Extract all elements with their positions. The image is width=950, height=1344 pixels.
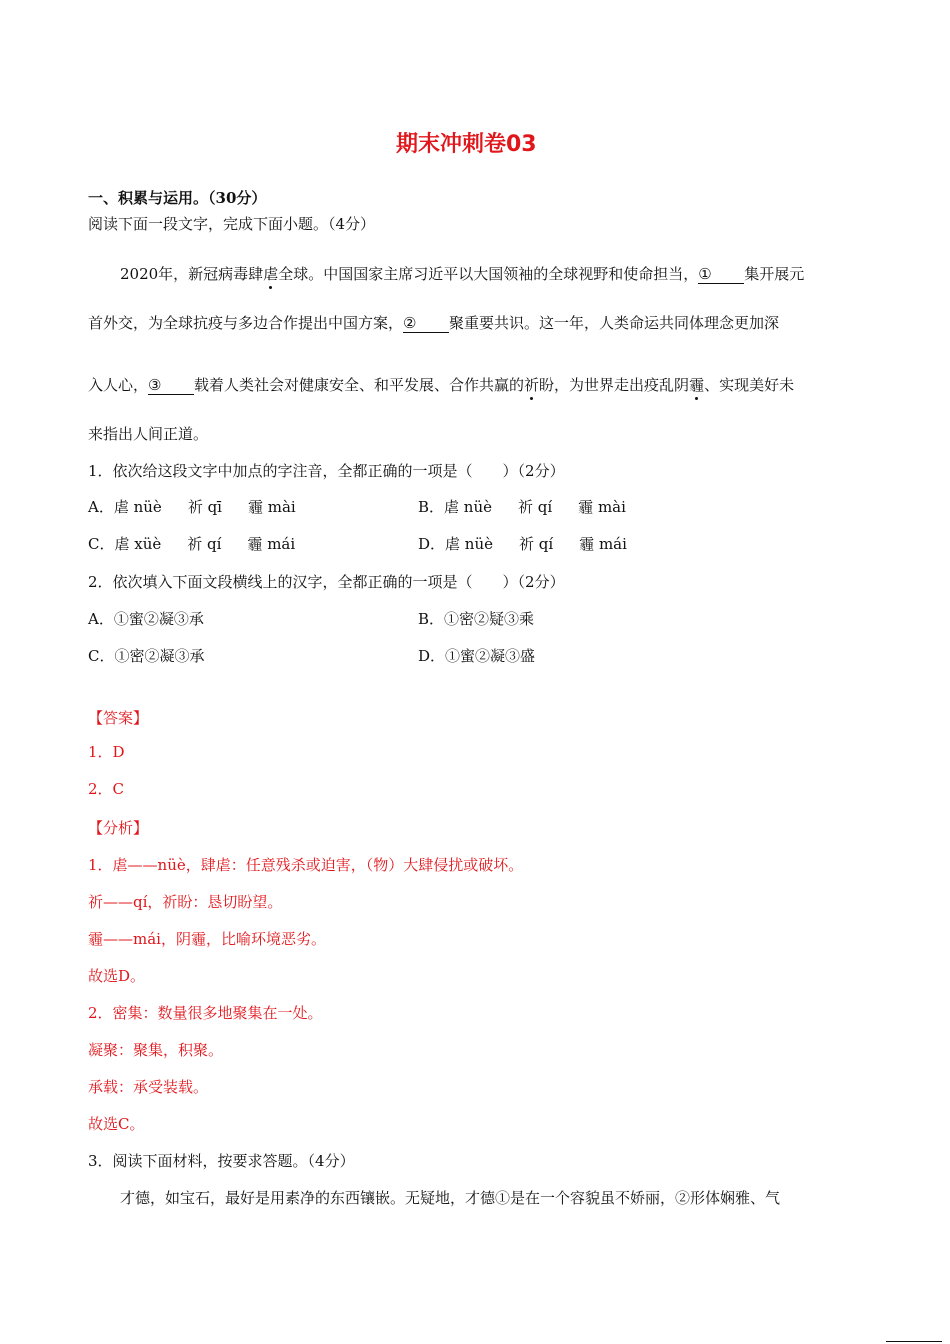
passage-line-3: 入人心，③ 载着人类社会对健康安全、和平发展、合作共赢的祈盼，为世界走出疫乱阴霾、实现美好未 [88,376,795,394]
passage-line-4: 来指出人间正道。 [88,425,209,443]
question-2-option-c: C．①密②凝③承 [88,647,205,665]
question-1-option-b: B．虐 nüè 祈 qí 霾 mài [418,498,626,516]
analysis-line: 祈——qí，祈盼：恳切盼望。 [88,893,283,911]
question-1-option-d: D．虐 nüè 祈 qí 霾 mái [418,535,627,553]
question-2-option-a: A．①蜜②凝③承 [88,610,204,628]
analysis-line: 承载：承受装载。 [88,1078,209,1096]
dotted-char: 霾 [689,376,705,394]
dotted-char: 祈 [524,376,540,394]
analysis-line: 1．虐——nüè，肆虐：任意残杀或迫害，（物）大肆侵扰或破坏。 [88,856,524,874]
question-2-option-d: D．①蜜②凝③盛 [418,647,536,665]
answer-heading: 【答案】 [88,709,149,727]
question-1-option-c: C．虐 xüè 祈 qí 霾 mái [88,535,296,553]
analysis-line: 故选D。 [88,967,146,985]
passage-line-2: 首外交，为全球抗疫与多边合作提出中国方案，② 聚重要共识。这一年，人类命运共同体理念更加深 [88,314,780,332]
question-1-option-a: A．虐 nüè 祈 qī 霾 mài [88,498,296,516]
question-2-option-b: B．①密②疑③乘 [418,610,535,628]
page-corner-rule [886,1341,942,1342]
answer-1: 1．D [88,743,125,761]
question-3-stem: 3．阅读下面材料，按要求答题。（4分） [88,1152,355,1170]
blank-1: ① [698,265,744,284]
analysis-line: 霾——mái，阴霾，比喻环境恶劣。 [88,930,326,948]
blank-3: ③ [148,376,194,395]
section-heading: 一、积累与运用。（30分） [88,189,267,207]
passage-line-1: 2020年，新冠病毒肆虐全球。中国国家主席习近平以大国领袖的全球视野和使命担当，① 集开展元 [120,265,805,283]
analysis-line: 故选C。 [88,1115,145,1133]
analysis-line: 2．密集：数量很多地聚集在一处。 [88,1004,323,1022]
dotted-char: 虐 [263,265,279,283]
blank-2: ② [403,314,449,333]
answer-2: 2．C [88,780,125,798]
page-title: 期末冲刺卷03 [396,132,537,157]
reading-instruction: 阅读下面一段文字，完成下面小题。（4分） [88,215,376,233]
question-3-text: 才德，如宝石，最好是用素净的东西镶嵌。无疑地，才德①是在一个容貌虽不娇丽，②形体娴雅、气 [120,1189,781,1207]
analysis-heading: 【分析】 [88,819,149,837]
analysis-line: 凝聚：聚集，积聚。 [88,1041,224,1059]
question-1-stem: 1．依次给这段文字中加点的字注音，全都正确的一项是（ ）（2分） [88,462,565,480]
question-2-stem: 2．依次填入下面文段横线上的汉字，全都正确的一项是（ ）（2分） [88,573,565,591]
